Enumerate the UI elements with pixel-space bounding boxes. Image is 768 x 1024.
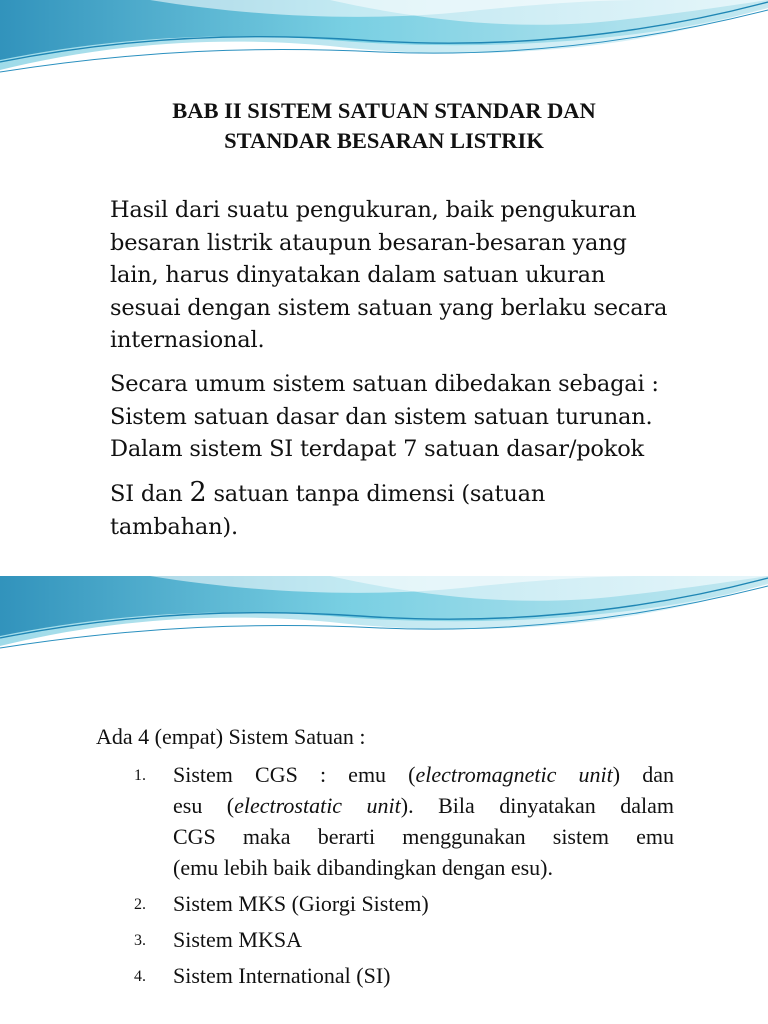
list-item-text: Sistem MKSA xyxy=(173,927,302,952)
list-number: 4. xyxy=(134,968,146,985)
dimensionless-count: 2 xyxy=(189,477,207,508)
text-segment: satuan tanpa dimensi (satuan xyxy=(206,481,546,507)
text-line: Hasil dari suatu pengukuran, baik pengukuran xyxy=(110,197,637,223)
text-segment: Sistem CGS : emu ( xyxy=(173,762,416,787)
list-number: 2. xyxy=(134,896,146,913)
italic-term: electrostatic unit xyxy=(234,793,401,818)
text-segment: ). Bila dinyatakan dalam xyxy=(400,793,674,818)
list-number: 1. xyxy=(134,767,146,784)
list-item xyxy=(134,924,674,955)
page-title xyxy=(60,96,708,156)
wave-header-decoration xyxy=(0,0,768,90)
list-item xyxy=(134,888,674,919)
text-line xyxy=(173,790,674,821)
text-line: tambahan). xyxy=(110,513,238,540)
text-line: Dalam sistem SI terdapat 7 satuan dasar/pokok xyxy=(110,436,644,462)
list-item xyxy=(134,960,674,991)
paragraph-unit-systems xyxy=(110,368,710,466)
text-line: lain, harus dinyatakan dalam satuan ukuran xyxy=(110,262,606,288)
list-item-text: Sistem International (SI) xyxy=(173,963,391,988)
title-line: BAB II SISTEM SATUAN STANDAR DAN xyxy=(172,98,596,123)
text-segment: ) dan xyxy=(612,762,674,787)
wave-header-decoration xyxy=(0,576,768,666)
text-line: Secara umum sistem satuan dibedakan sebagai : xyxy=(110,371,659,397)
text-segment: SI dan xyxy=(110,481,190,507)
text-segment: esu ( xyxy=(173,793,235,818)
list-item xyxy=(134,759,674,883)
paragraph-si-units xyxy=(110,477,710,543)
text-line: besaran listrik ataupun besaran-besaran yang xyxy=(110,229,627,256)
text-line: internasional. xyxy=(110,327,265,353)
italic-term: electromagnetic unit xyxy=(415,762,613,787)
list-item-text xyxy=(173,759,674,883)
unit-system-list xyxy=(134,759,674,996)
title-line: STANDAR BESARAN LISTRIK xyxy=(224,128,544,153)
text-line: CGS maka berarti menggunakan sistem emu xyxy=(173,824,674,849)
list-number: 3. xyxy=(134,932,146,949)
text-line xyxy=(110,477,710,511)
list-item-text: Sistem MKS (Giorgi Sistem) xyxy=(173,891,429,916)
text-line: (emu lebih baik dibandingkan dengan esu). xyxy=(173,855,554,880)
text-line: Sistem satuan dasar dan sistem satuan turunan. xyxy=(110,403,653,430)
slide-2 xyxy=(0,576,768,1024)
text-line xyxy=(173,759,674,790)
list-intro: Ada 4 (empat) Sistem Satuan : xyxy=(96,724,366,749)
paragraph-measurement xyxy=(110,194,710,357)
text-line: sesuai dengan sistem satuan yang berlaku secara xyxy=(110,294,668,321)
